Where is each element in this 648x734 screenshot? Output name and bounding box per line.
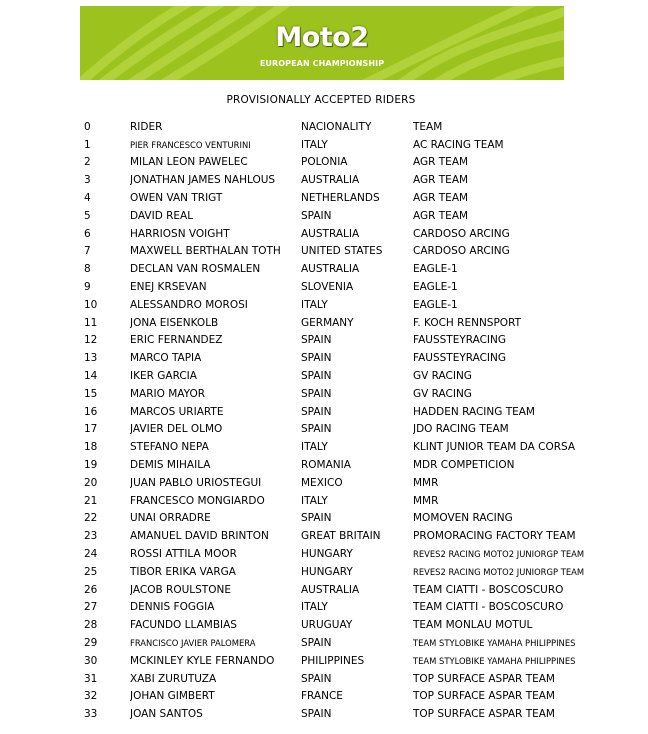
rider-number: 17 [84, 423, 98, 436]
table-row [84, 403, 638, 421]
rider-name: FRANCISCO JAVIER PALOMERA [130, 638, 256, 648]
rider-number: 26 [84, 583, 98, 596]
rider-name: UNAI ORRADRE [130, 512, 211, 525]
rider-team: FAUSSTEYRACING [413, 334, 507, 347]
rider-team: F. KOCH RENNSPORT [413, 316, 522, 329]
table-row [84, 527, 638, 545]
table-row [84, 563, 638, 581]
rider-number: 10 [84, 298, 98, 311]
rider-number: 16 [84, 405, 98, 418]
rider-nationality: NETHERLANDS [301, 192, 380, 205]
table-row [84, 616, 638, 634]
rider-team: EAGLE-1 [413, 298, 458, 311]
rider-team: TOP SURFACE ASPAR TEAM [413, 708, 555, 721]
rider-number: 9 [84, 281, 91, 294]
rider-name: DEMIS MIHAILA [130, 459, 211, 472]
rider-nationality: GREAT BRITAIN [301, 530, 381, 543]
table-row [84, 438, 638, 456]
rider-nationality: SPAIN [301, 672, 332, 685]
rider-team: FAUSSTEYRACING [413, 352, 507, 365]
rider-team: AGR TEAM [413, 192, 469, 205]
championship-banner [80, 6, 564, 80]
rider-name: JONA EISENKOLB [130, 316, 219, 329]
rider-name: ENEJ KRSEVAN [130, 281, 207, 294]
table-row [84, 189, 638, 207]
rider-name: OWEN VAN TRIGT [130, 192, 223, 205]
rider-number: 31 [84, 672, 98, 685]
rider-number: 22 [84, 512, 98, 525]
table-row [84, 456, 638, 474]
rider-number: 20 [84, 476, 98, 489]
table-row [84, 367, 638, 385]
rider-nationality: HUNGARY [301, 565, 353, 578]
rider-team: MMR [413, 476, 439, 489]
rider-name: JAVIER DEL OLMO [130, 423, 223, 436]
rider-nationality: SPAIN [301, 352, 332, 365]
table-row [84, 243, 638, 261]
rider-number: 33 [84, 708, 98, 721]
rider-name: JACOB ROULSTONE [130, 583, 231, 596]
rider-number: 8 [84, 263, 91, 276]
rider-name: MAXWELL BERTHALAN TOTH [130, 245, 281, 258]
rider-team: TOP SURFACE ASPAR TEAM [413, 672, 555, 685]
rider-name: JOAN SANTOS [130, 708, 203, 721]
rider-name: JOHAN GIMBERT [130, 690, 215, 703]
rider-team: CARDOSO ARCING [413, 227, 510, 240]
rider-number: 27 [84, 601, 98, 614]
table-row [84, 492, 638, 510]
rider-name: STEFANO NEPA [130, 441, 209, 454]
rider-nationality: ROMANIA [301, 459, 351, 472]
document-title: PROVISIONALLY ACCEPTED RIDERS [226, 94, 416, 106]
rider-team: MMR [413, 494, 439, 507]
rider-name: MARIO MAYOR [130, 387, 206, 400]
rider-number: 3 [84, 174, 91, 187]
table-row [84, 581, 638, 599]
rider-nationality: POLONIA [301, 156, 348, 169]
rider-nationality: MEXICO [301, 476, 343, 489]
rider-number: 18 [84, 441, 98, 454]
table-row [84, 385, 638, 403]
rider-team: CARDOSO ARCING [413, 245, 510, 258]
rider-team: TOP SURFACE ASPAR TEAM [413, 690, 555, 703]
table-header-row [84, 118, 638, 136]
rider-team: MDR COMPETICION [413, 459, 515, 472]
rider-nationality: AUSTRALIA [301, 227, 360, 240]
rider-name: FRANCESCO MONGIARDO [130, 494, 265, 507]
rider-team: TEAM CIATTI - BOSCOSCURO [413, 583, 564, 596]
table-row [84, 705, 638, 723]
rider-name: PIER FRANCESCO VENTURINI [130, 139, 251, 150]
rider-nationality: HUNGARY [301, 548, 353, 561]
championship-subtitle: EUROPEAN CHAMPIONSHIP [259, 59, 385, 68]
rider-nationality: PHILIPPINES [301, 654, 365, 667]
rider-number: 30 [84, 654, 98, 667]
rider-team: TEAM MONLAU MOTUL [413, 619, 533, 632]
table-row [84, 545, 638, 563]
rider-team: REVES2 RACING MOTO2 JUNIORGP TEAM [413, 566, 585, 577]
rider-nationality: SPAIN [301, 423, 332, 436]
rider-number: 23 [84, 530, 98, 543]
rider-nationality: ITALY [301, 441, 328, 454]
rider-number: 19 [84, 459, 98, 472]
rider-name: MILAN LEON PAWELEC [130, 156, 248, 169]
rider-team: PROMORACING FACTORY TEAM [413, 530, 576, 543]
rider-number: 6 [84, 227, 91, 240]
rider-nationality: SPAIN [301, 387, 332, 400]
rider-nationality: URUGUAY [301, 619, 353, 632]
rider-number: 29 [84, 637, 98, 649]
rider-team: JDO RACING TEAM [413, 423, 509, 436]
rider-name: XABI ZURUTUZA [130, 672, 217, 685]
rider-team: AC RACING TEAM [413, 138, 504, 151]
rider-number: 11 [84, 316, 98, 329]
table-row [84, 260, 638, 278]
table-row [84, 474, 638, 492]
rider-team: AGR TEAM [413, 156, 469, 169]
rider-name: DECLAN VAN ROSMALEN [130, 263, 261, 276]
table-row [84, 634, 638, 652]
rider-name: TIBOR ERIKA VARGA [130, 565, 236, 578]
rider-nationality: ITALY [301, 138, 328, 151]
rider-name: JUAN PABLO URIOSTEGUI [130, 476, 262, 489]
riders-table [84, 118, 638, 723]
rider-number: 7 [84, 245, 91, 258]
rider-team: GV RACING [413, 387, 472, 400]
table-row [84, 510, 638, 528]
rider-name: FACUNDO LLAMBIAS [130, 619, 237, 632]
rider-team: TEAM STYLOBIKE YAMAHA PHILIPPINES [413, 655, 576, 666]
rider-number: 2 [84, 156, 91, 169]
rider-number: 13 [84, 352, 98, 365]
moto2-logo: Moto2 [275, 22, 369, 53]
rider-team: AGR TEAM [413, 209, 469, 222]
rider-team: TEAM STYLOBIKE YAMAHA PHILIPPINES [413, 638, 576, 648]
table-row [84, 171, 638, 189]
rider-number: 1 [84, 138, 91, 151]
rider-team: HADDEN RACING TEAM [413, 405, 535, 418]
rider-number: 28 [84, 619, 98, 632]
rider-nationality: UNITED STATES [301, 245, 383, 258]
table-row [84, 136, 638, 154]
table-row [84, 296, 638, 314]
rider-name: MARCO TAPIA [130, 352, 202, 365]
rider-team: EAGLE-1 [413, 281, 458, 294]
rider-name: ALESSANDRO MOROSI [130, 298, 248, 311]
rider-nationality: SPAIN [301, 370, 332, 383]
rider-nationality: SPAIN [301, 708, 332, 721]
table-row [84, 278, 638, 296]
table-row [84, 154, 638, 172]
header-nationality: NACIONALITY [301, 120, 372, 133]
rider-nationality: SPAIN [301, 637, 332, 649]
table-row [84, 225, 638, 243]
table-row [84, 688, 638, 706]
header-rider: RIDER [130, 120, 163, 133]
table-row [84, 332, 638, 350]
rider-name: MCKINLEY KYLE FERNANDO [130, 654, 275, 667]
rider-name: IKER GARCIA [130, 370, 197, 383]
rider-team: AGR TEAM [413, 174, 469, 187]
rider-name: DAVID REAL [130, 209, 194, 222]
rider-name: ROSSI ATTILA MOOR [130, 548, 237, 561]
table-row [84, 652, 638, 670]
rider-team: EAGLE-1 [413, 263, 458, 276]
rider-nationality: SPAIN [301, 405, 332, 418]
rider-nationality: SPAIN [301, 512, 332, 525]
rider-name: JONATHAN JAMES NAHLOUS [130, 174, 276, 187]
rider-nationality: SPAIN [301, 209, 332, 222]
rider-nationality: ITALY [301, 601, 328, 614]
table-row [84, 670, 638, 688]
table-row [84, 421, 638, 439]
rider-number: 21 [84, 494, 98, 507]
rider-nationality: AUSTRALIA [301, 263, 360, 276]
rider-number: 4 [84, 192, 91, 205]
table-row [84, 349, 638, 367]
rider-nationality: ITALY [301, 494, 328, 507]
rider-name: ERIC FERNANDEZ [130, 334, 223, 347]
table-row [84, 207, 638, 225]
rider-number: 24 [84, 548, 98, 561]
table-row [84, 599, 638, 617]
rider-nationality: SLOVENIA [301, 281, 354, 294]
rider-team: GV RACING [413, 370, 472, 383]
header-team: TEAM [413, 120, 443, 133]
rider-team: KLINT JUNIOR TEAM DA CORSA [413, 441, 576, 454]
rider-name: HARRIOSN VOIGHT [130, 227, 230, 240]
rider-number: 25 [84, 565, 98, 578]
rider-team: TEAM CIATTI - BOSCOSCURO [413, 601, 564, 614]
rider-name: MARCOS URIARTE [130, 405, 224, 418]
rider-name: DENNIS FOGGIA [130, 601, 215, 614]
rider-nationality: AUSTRALIA [301, 174, 360, 187]
rider-number: 15 [84, 387, 98, 400]
rider-name: AMANUEL DAVID BRINTON [130, 530, 269, 543]
table-row [84, 314, 638, 332]
rider-nationality: FRANCE [301, 690, 343, 703]
rider-nationality: GERMANY [301, 316, 354, 329]
rider-number: 14 [84, 370, 98, 383]
rider-number: 5 [84, 209, 91, 222]
rider-team: REVES2 RACING MOTO2 JUNIORGP TEAM [413, 549, 585, 560]
rider-nationality: SPAIN [301, 334, 332, 347]
rider-number: 32 [84, 690, 98, 703]
rider-number: 12 [84, 334, 98, 347]
rider-team: MOMOVEN RACING [413, 512, 513, 525]
header-number: 0 [84, 120, 91, 133]
rider-nationality: AUSTRALIA [301, 583, 360, 596]
rider-nationality: ITALY [301, 298, 328, 311]
